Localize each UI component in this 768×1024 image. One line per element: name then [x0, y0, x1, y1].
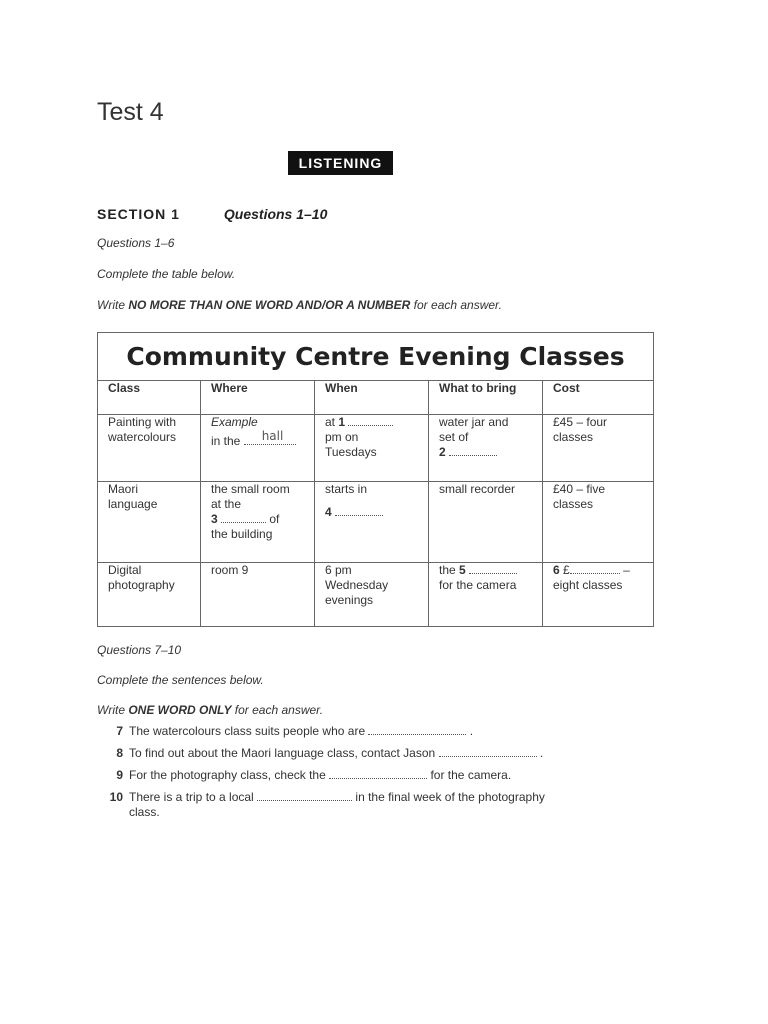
cell-cost: £45 – four classes	[543, 415, 654, 482]
sentence-list	[97, 724, 577, 827]
table-title: Community Centre Evening Classes	[98, 333, 654, 381]
part1-instruction: Complete the table below.	[97, 267, 236, 281]
part2-write-instruction: Write ONE WORD ONLY for each answer.	[97, 703, 324, 717]
table-row	[98, 482, 654, 563]
header-when: When	[315, 381, 429, 415]
answer-blank[interactable]	[329, 768, 427, 779]
cell-where: room 9	[201, 563, 315, 627]
part2-instruction: Complete the sentences below.	[97, 673, 264, 687]
list-item: 9 For the photography class, check the for the camera.	[116, 768, 512, 782]
cell-class: Painting with watercolours	[98, 415, 201, 482]
answer-blank[interactable]	[570, 563, 620, 574]
part1-heading: Questions 1–6	[97, 236, 175, 250]
table-header-row	[98, 381, 654, 415]
section-questions: Questions 1–10	[223, 206, 328, 222]
table-row	[98, 563, 654, 627]
cell-when: 6 pm Wednesday evenings	[315, 563, 429, 627]
cell-cost: £40 – five classes	[543, 482, 654, 563]
listening-badge: LISTENING	[288, 151, 393, 175]
cell-when: at 1 pm on Tuesdays	[315, 415, 429, 482]
classes-table	[97, 332, 654, 627]
section-label: SECTION 1	[97, 206, 180, 222]
answer-blank[interactable]	[368, 724, 466, 735]
list-item: 7 The watercolours class suits people who are .	[116, 724, 474, 738]
cell-where: Example in the hall	[201, 415, 315, 482]
section-heading	[97, 206, 327, 222]
header-class: Class	[98, 381, 201, 415]
answer-blank[interactable]	[257, 790, 352, 801]
table-row	[98, 415, 654, 482]
cell-bring: small recorder	[429, 482, 543, 563]
answer-blank[interactable]	[348, 415, 393, 426]
page-title: Test 4	[97, 98, 164, 126]
answer-blank[interactable]	[469, 563, 517, 574]
cell-bring: water jar and set of 2	[429, 415, 543, 482]
part1-write-instruction: Write NO MORE THAN ONE WORD AND/OR A NUMBER for each answer.	[97, 298, 502, 312]
list-item: 8 To find out about the Maori language class, contact Jason .	[116, 746, 544, 760]
cell-when: starts in 4	[315, 482, 429, 563]
cell-bring: the 5 for the camera	[429, 563, 543, 627]
example-answer: hall	[261, 429, 284, 443]
answer-blank[interactable]	[335, 505, 383, 516]
answer-blank[interactable]	[221, 512, 266, 523]
cell-class: Digital photography	[98, 563, 201, 627]
part2-heading: Questions 7–10	[97, 643, 182, 657]
answer-blank[interactable]	[449, 445, 497, 456]
list-item: 10 There is a trip to a local in the final week of the photography class.	[109, 790, 545, 819]
cell-cost: 6 £ – eight classes	[543, 563, 654, 627]
header-where: Where	[201, 381, 315, 415]
cell-class: Maori language	[98, 482, 201, 563]
header-what-to-bring: What to bring	[429, 381, 543, 415]
cell-where: the small room at the 3 of the building	[201, 482, 315, 563]
header-cost: Cost	[543, 381, 654, 415]
answer-blank[interactable]	[439, 746, 537, 757]
